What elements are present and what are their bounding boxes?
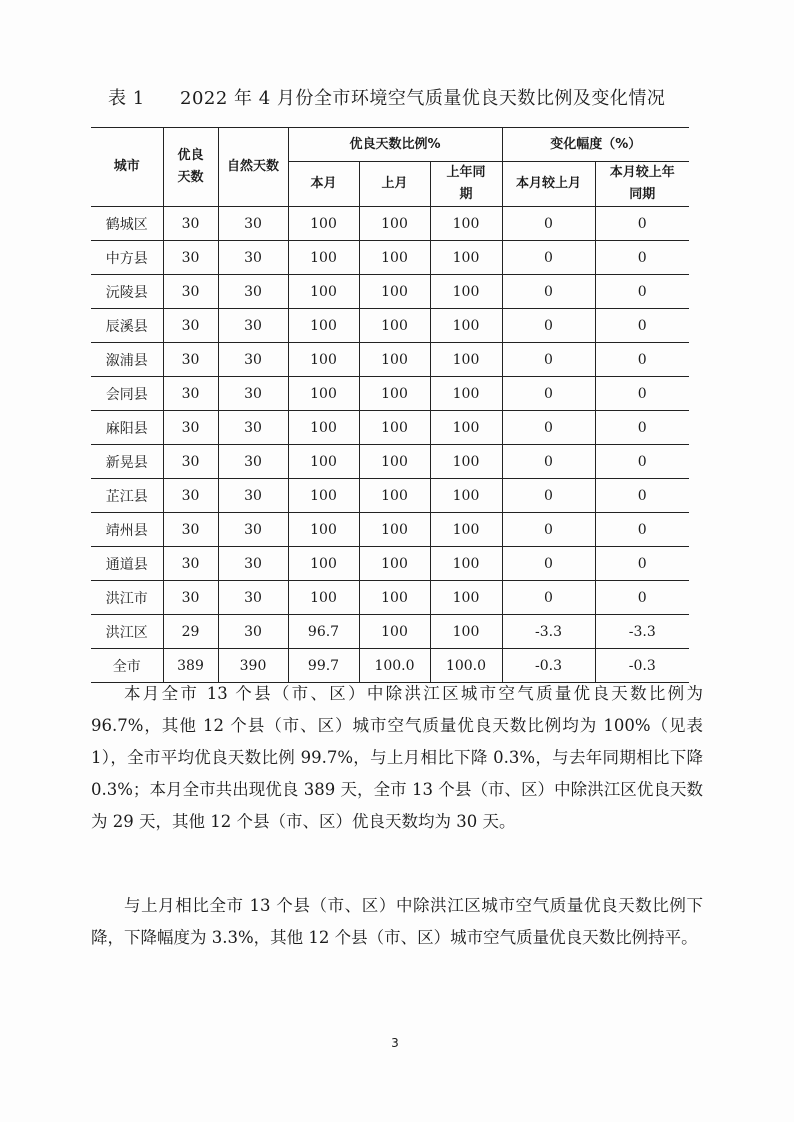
cell-chg-m: -0.3: [502, 649, 595, 683]
cell-city: 溆浦县: [91, 343, 163, 377]
cell-chg-y: 0: [595, 377, 689, 411]
cell-chg-y: 0: [595, 547, 689, 581]
cell-last: 100: [359, 479, 430, 513]
cell-this: 100: [288, 513, 359, 547]
cell-this: 100: [288, 377, 359, 411]
cell-this: 99.7: [288, 649, 359, 683]
cell-this: 100: [288, 275, 359, 309]
header-this-month: 本月: [288, 162, 359, 207]
cell-last: 100: [359, 445, 430, 479]
cell-ly: 100: [430, 445, 502, 479]
cell-ly: 100.0: [430, 649, 502, 683]
table-row: [91, 207, 689, 241]
cell-city: 全市: [91, 649, 163, 683]
cell-city: 靖州县: [91, 513, 163, 547]
table-row: [91, 547, 689, 581]
cell-ly: 100: [430, 377, 502, 411]
paragraph-summary: 本月全市 13 个县（市、区）中除洪江区城市空气质量优良天数比例为 96.7%，其他 12 个县（市、区）城市空气质量优良天数比例均为 100%（见表 1），全市平均优良天数比例 99.7%，与上月相比下降 0.3%，与去年同期相比下降 0.3%；本月全市共出现优良 389 天，全市 13 个县（市、区）中除洪江区优良天数为 29 天，其他 12 个县（市、区）优良天数均为 30 天。: [91, 684, 703, 831]
cell-city: 新晃县: [91, 445, 163, 479]
cell-last: 100: [359, 377, 430, 411]
cell-good: 30: [163, 547, 218, 581]
cell-ly: 100: [430, 615, 502, 649]
cell-chg-y: 0: [595, 581, 689, 615]
cell-ly: 100: [430, 411, 502, 445]
cell-chg-m: 0: [502, 479, 595, 513]
cell-good: 30: [163, 309, 218, 343]
cell-this: 100: [288, 581, 359, 615]
table-row: [91, 241, 689, 275]
cell-good: 30: [163, 581, 218, 615]
cell-city: 中方县: [91, 241, 163, 275]
cell-last: 100: [359, 513, 430, 547]
cell-this: 100: [288, 207, 359, 241]
cell-last: 100: [359, 547, 430, 581]
cell-last: 100: [359, 411, 430, 445]
table-row: [91, 581, 689, 615]
cell-last: 100: [359, 309, 430, 343]
header-city: 城市: [91, 128, 163, 207]
header-change-group: 变化幅度（%）: [502, 128, 689, 162]
cell-good: 30: [163, 343, 218, 377]
cell-last: 100.0: [359, 649, 430, 683]
header-natural-days: 自然天数: [218, 128, 288, 207]
cell-chg-y: 0: [595, 479, 689, 513]
cell-chg-m: 0: [502, 377, 595, 411]
cell-this: 96.7: [288, 615, 359, 649]
cell-natural: 30: [218, 513, 288, 547]
header-vs-last-year: 本月较上年同期: [595, 162, 689, 207]
cell-chg-y: -0.3: [595, 649, 689, 683]
cell-city: 沅陵县: [91, 275, 163, 309]
cell-natural: 30: [218, 377, 288, 411]
cell-this: 100: [288, 445, 359, 479]
cell-ly: 100: [430, 275, 502, 309]
cell-city: 会同县: [91, 377, 163, 411]
cell-ly: 100: [430, 581, 502, 615]
cell-ly: 100: [430, 241, 502, 275]
header-vs-last-month: 本月较上月: [502, 162, 595, 207]
cell-chg-y: 0: [595, 309, 689, 343]
cell-last: 100: [359, 275, 430, 309]
cell-ly: 100: [430, 513, 502, 547]
cell-city: 通道县: [91, 547, 163, 581]
cell-last: 100: [359, 207, 430, 241]
cell-good: 30: [163, 241, 218, 275]
cell-chg-m: 0: [502, 411, 595, 445]
cell-chg-y: 0: [595, 411, 689, 445]
cell-last: 100: [359, 581, 430, 615]
table-row: [91, 411, 689, 445]
cell-city: 芷江县: [91, 479, 163, 513]
cell-natural: 30: [218, 309, 288, 343]
cell-natural: 30: [218, 445, 288, 479]
cell-chg-m: 0: [502, 275, 595, 309]
cell-ly: 100: [430, 547, 502, 581]
cell-ly: 100: [430, 207, 502, 241]
cell-city: 鹤城区: [91, 207, 163, 241]
table-row: [91, 479, 689, 513]
cell-chg-y: 0: [595, 241, 689, 275]
cell-last: 100: [359, 241, 430, 275]
cell-natural: 30: [218, 411, 288, 445]
cell-natural: 30: [218, 343, 288, 377]
cell-this: 100: [288, 479, 359, 513]
cell-chg-y: -3.3: [595, 615, 689, 649]
table-caption: 2022 年 4 月份全市环境空气质量优良天数比例及变化情况: [180, 88, 666, 109]
cell-this: 100: [288, 547, 359, 581]
cell-good: 30: [163, 207, 218, 241]
table-row: [91, 343, 689, 377]
cell-chg-m: 0: [502, 581, 595, 615]
cell-chg-m: 0: [502, 241, 595, 275]
table-row: [91, 275, 689, 309]
cell-chg-y: 0: [595, 513, 689, 547]
header-ratio-group: 优良天数比例%: [288, 128, 502, 162]
header-last-year-same: 上年同期: [430, 162, 502, 207]
cell-good: 30: [163, 275, 218, 309]
table-row: [91, 445, 689, 479]
cell-chg-y: 0: [595, 343, 689, 377]
cell-natural: 390: [218, 649, 288, 683]
cell-good: 389: [163, 649, 218, 683]
cell-chg-m: 0: [502, 343, 595, 377]
cell-city: 麻阳县: [91, 411, 163, 445]
cell-chg-y: 0: [595, 207, 689, 241]
cell-this: 100: [288, 343, 359, 377]
cell-city: 洪江区: [91, 615, 163, 649]
cell-natural: 30: [218, 581, 288, 615]
cell-good: 30: [163, 377, 218, 411]
cell-ly: 100: [430, 479, 502, 513]
table-row: [91, 615, 689, 649]
cell-city: 洪江市: [91, 581, 163, 615]
cell-this: 100: [288, 241, 359, 275]
cell-good: 30: [163, 445, 218, 479]
cell-chg-m: 0: [502, 513, 595, 547]
table-row: [91, 513, 689, 547]
cell-good: 30: [163, 411, 218, 445]
cell-chg-y: 0: [595, 275, 689, 309]
header-last-month: 上月: [359, 162, 430, 207]
table-number: 表 1: [108, 88, 145, 109]
cell-city: 辰溪县: [91, 309, 163, 343]
cell-this: 100: [288, 411, 359, 445]
table-row: [91, 377, 689, 411]
cell-natural: 30: [218, 615, 288, 649]
cell-chg-m: 0: [502, 445, 595, 479]
cell-chg-m: 0: [502, 207, 595, 241]
cell-good: 29: [163, 615, 218, 649]
cell-natural: 30: [218, 275, 288, 309]
cell-natural: 30: [218, 479, 288, 513]
cell-natural: 30: [218, 241, 288, 275]
cell-natural: 30: [218, 207, 288, 241]
paragraph-comparison: 与上月相比全市 13 个县（市、区）中除洪江区城市空气质量优良天数比例下降，下降幅度为 3.3%，其他 12 个县（市、区）城市空气质量优良天数比例持平。: [91, 896, 703, 947]
cell-good: 30: [163, 513, 218, 547]
table-row: [91, 309, 689, 343]
cell-ly: 100: [430, 343, 502, 377]
air-quality-table: [91, 127, 689, 683]
cell-chg-m: 0: [502, 309, 595, 343]
cell-chg-m: 0: [502, 547, 595, 581]
cell-last: 100: [359, 343, 430, 377]
table-title: [108, 84, 708, 110]
cell-last: 100: [359, 615, 430, 649]
cell-this: 100: [288, 309, 359, 343]
cell-ly: 100: [430, 309, 502, 343]
page-number: 3: [391, 1036, 399, 1050]
cell-chg-m: -3.3: [502, 615, 595, 649]
header-good-days: 优良天数: [163, 128, 218, 207]
cell-good: 30: [163, 479, 218, 513]
cell-natural: 30: [218, 547, 288, 581]
cell-chg-y: 0: [595, 445, 689, 479]
